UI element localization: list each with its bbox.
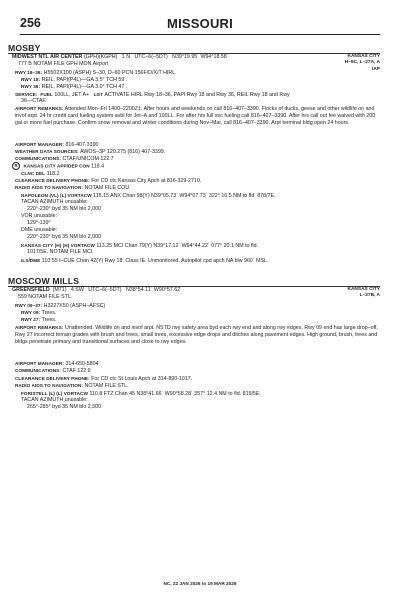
lighting-cont: 36—CTAF. — [21, 98, 47, 104]
runway-text: H3227X50 (ASPH–AFSC) — [43, 303, 106, 309]
comms-label: COMMUNICATIONS: — [15, 368, 61, 373]
clnc-text: 118.2 — [46, 171, 60, 177]
manager-text: 816-407-3390 — [65, 142, 99, 148]
clearance-label: CLEARANCE DELIVERY PHONE: — [15, 178, 90, 183]
chart-refs — [345, 54, 380, 73]
approach-text: 118.4 — [91, 163, 105, 170]
manager-label: AIRPORT MANAGER: — [15, 361, 64, 366]
fuel-text: 100LL, JET A+ — [54, 92, 90, 98]
airport-entry-greensfield — [12, 287, 380, 437]
chart-ref-1: KANSAS CITY — [347, 287, 380, 292]
airport-remarks — [15, 324, 380, 346]
runway-label: RWY 18–36: — [15, 70, 43, 75]
comms-label: COMMUNICATIONS: — [15, 156, 61, 161]
airport-utc: UTC–6(–5DT) — [88, 287, 122, 293]
chart-ref-1: KANSAS CITY — [347, 54, 380, 59]
navaid-note: TACAN AZIMUTH unusable: — [21, 397, 88, 403]
runway-36-label: RWY 36: — [21, 84, 41, 89]
remarks-text: Attended Mon–Fri 1400–2200Z‡. After hours and weekends on call 816–407–3390. Flocks of ducks, geese and other wildlife on and invof arpt. 24 hr credit card fueling system avbl for Jet–A and 100LL. For after hrs full svc fueling call 816–407–3390. After hrs call out fee waived with 200 gal or more fuel purchase. Confirm snow removal and winter conditions during Nov–Mar, call 816–407–3390. Arpt terminal bldg open 24 hours. — [15, 106, 376, 126]
navaid-note: 129°-139° — [27, 220, 51, 226]
runway-36-text: REIL. PAPI(P4L)—GA 3.0° TCH 47´. — [41, 84, 128, 90]
radio-aids-line — [15, 184, 131, 192]
navaid-note: 265°-285° byd 35 NM blo 2,500´ — [27, 404, 103, 410]
airport-coords: N38°54.11´ W90°57.62´ — [125, 287, 182, 293]
runway-36-line — [21, 83, 128, 91]
edition-footer: NC, 22 JAN 2026 to 19 MAR 2026 — [163, 581, 237, 586]
lighting-label: LGT — [93, 92, 104, 97]
clearance-label: CLEARANCE DELIVERY PHONE: — [15, 376, 90, 381]
service-label: SERVICE: — [15, 92, 38, 97]
fuel-label: FUEL — [40, 92, 53, 97]
clearance-text: For CD ctc Kansas City Apch at 816-329-2710. — [91, 178, 202, 184]
navaid-note: DME unusable: — [21, 227, 58, 233]
radio-aids-line — [15, 382, 129, 390]
remarks-label: AIRPORT REMARKS: — [15, 106, 64, 111]
navaid-text: 110.8 FTZ Chan 45 N38°41.66´ W90°58.28´ 357° 12.4 NM to fld. 819/5E. — [89, 391, 261, 397]
service-line — [15, 91, 290, 99]
navaid-note: VOR unusable: — [21, 213, 57, 219]
navaid-note: 220°-230° byd 35 NM blo 2,000´ — [27, 206, 103, 212]
runway-09-label: RWY 09: — [21, 310, 41, 315]
chart-ref-2: H–5C, L–27A, A — [344, 60, 380, 65]
navaid-label: FORISTELL (L) (L) VORTACW — [21, 391, 88, 396]
navaid-text: 113.25 MCI Chan 79(Y) N39°17.12´ W94°44.22´ 077° 20.1 NM to fld. — [96, 243, 259, 249]
radio-text: NOTAM FILE COU. — [84, 185, 131, 191]
elevation-line: 777 B NOTAM FILE GPH MON Airport — [18, 61, 109, 67]
chart-ref-2: L–27B, A — [359, 293, 380, 298]
chart-refs — [347, 287, 380, 299]
runway-text: H5502X100 (ASPH) S–30, D–60 PCN 156F/D/X/T HIRL — [43, 70, 176, 76]
comms-text: CTAF/UNICOM 122.7 — [62, 156, 114, 162]
header-rule — [20, 34, 380, 35]
manager-text: 314-650-5804 — [65, 361, 99, 367]
radio-label: RADIO AIDS TO NAVIGATION: — [15, 185, 84, 190]
city-heading-mosby: MOSBY — [8, 43, 41, 53]
ils-line — [21, 257, 268, 265]
radio-label: RADIO AIDS TO NAVIGATION: — [15, 383, 84, 388]
ils-label: ILS/DME — [21, 258, 41, 263]
runway-18-label: RWY 18: — [21, 77, 41, 82]
chart-ref-3: IAP — [372, 67, 380, 72]
lighting-text: ACTIVATE HIRL Rwy 18–36, PAPI Rwy 18 and Rwy 36, REIL Rwy 18 and Rwy — [104, 92, 290, 98]
clearance-text: For CD ctc St Louis Apch at 314-890-1017. — [91, 376, 193, 382]
runway-27-label: RWY 27: — [21, 317, 41, 322]
navaid-note: TACAN AZIMUTH unusable: — [21, 199, 88, 205]
radio-text: NOTAM FILE STL. — [84, 383, 129, 389]
navaid-label: NAPOLEON (VL) (L) VORTACW — [21, 193, 92, 198]
remarks-label: AIRPORT REMARKS: — [15, 325, 64, 330]
airport-remarks — [15, 105, 380, 127]
runway-27-text: Trees. — [41, 317, 57, 323]
airport-name-line — [12, 54, 229, 61]
airport-ids: (M71) — [52, 287, 67, 293]
navaid-note: 220°-230° byd 35 NM blo 2,000´ — [27, 234, 103, 240]
weather-text: AWOS–3P 120.275 (816) 407-3399. — [80, 149, 166, 155]
page-number: 256 — [20, 16, 41, 30]
state-title: MISSOURI — [167, 16, 233, 31]
weather-label: WEATHER DATA SOURCES: — [15, 149, 79, 154]
airport-ids: (GPH)(KGPH) — [83, 54, 118, 60]
airport-name: MIDWEST NTL AIR CENTER — [12, 54, 83, 60]
airport-name-line — [12, 287, 182, 294]
navaid-text: 115.15 ANX Chan 98(Y) N39°05.73´ W94°07.73´ 322° 16.5 NM to fld. 878/7E. — [93, 193, 276, 199]
clnc-label: CLNC DEL — [21, 171, 46, 176]
airport-location: 1 N — [121, 54, 131, 60]
airport-name: GREENSFIELD — [12, 287, 50, 293]
approach-label: KANSAS CITY APP/DEP CON — [23, 163, 90, 169]
airport-entry-mosby — [12, 54, 380, 286]
remarks-text: Unattended. Wildlife on and invof arpt. NSTD rwy safety area byd each rwy end and along rwy edges, Rwy 09 end has large drop–off, Rwy 27 incorrect terrain grades with brush and trees, small trees, excessive edge drops and ditches along pavement edges. High ground, brush, trees and bldgs penetrate primary and transitional surfaces and close to rwy edges. — [15, 325, 378, 345]
runway-18-text: REIL. PAPI(P4L)—GA 3.5° TCH 59´. — [41, 77, 128, 83]
elevation-line: 559 NOTAM FILE STL — [18, 294, 71, 300]
radar-symbol-icon: R — [12, 162, 20, 170]
comms-text: CTAF 122.9 — [62, 368, 91, 374]
navaid-label: KANSAS CITY (H) (H) VORTACW — [21, 243, 95, 248]
airport-location: 4 SW — [70, 287, 84, 293]
navaid-cont: 1017/5E. NOTAM FILE MCI. — [27, 249, 94, 255]
runway-09-text: Trees. — [41, 310, 57, 316]
airport-coords: N39°19.95´ W94°18.58´ — [172, 54, 229, 60]
airport-utc: UTC–6(–5DT) — [134, 54, 168, 60]
manager-label: AIRPORT MANAGER: — [15, 142, 64, 147]
communications-line — [15, 367, 91, 375]
runway-label: RWY 09–27: — [15, 303, 43, 308]
ils-text: 110.55 I–CUE Chan 42(Y) Rwy 18. Class IE. Unmonitored. Autopilot cpd apch NA blw 960´ MSL. — [41, 258, 269, 264]
city-heading-moscow-mills: MOSCOW MILLS — [8, 276, 80, 286]
runway-27-line — [21, 316, 56, 324]
page-header — [20, 16, 380, 36]
